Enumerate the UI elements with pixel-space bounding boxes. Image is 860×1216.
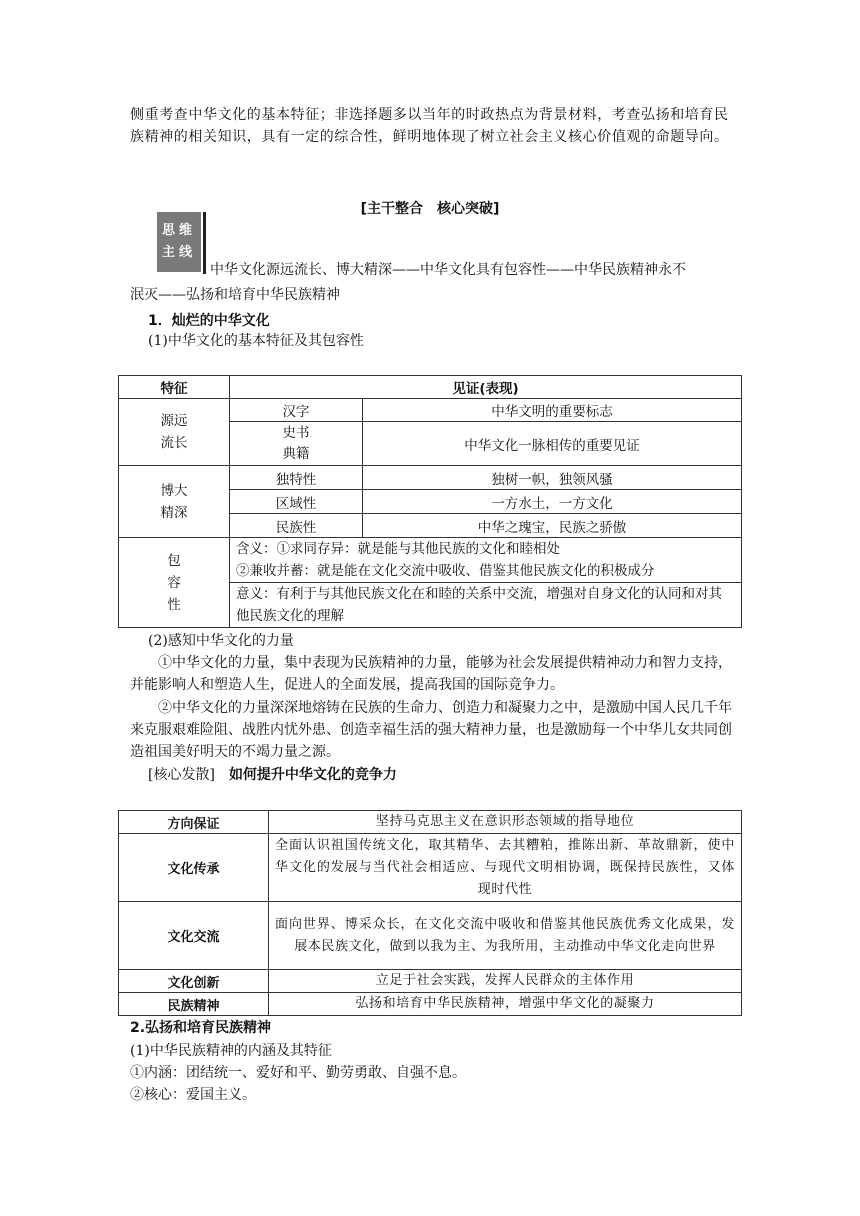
table-cell: 独树一帜，独领风骚 — [363, 466, 742, 490]
power-paragraph-2: ②中华文化的力量深深地熔铸在民族的生命力、创造力和凝聚力之中，是激励中国人民几千年来克服艰难险阻、战胜内忧外患、创造幸福生活的强大精神力量，也是激励每一个中华儿女共同创造祖国美好明天的不竭力量之源。 — [130, 700, 732, 760]
core-heading — [148, 764, 397, 786]
table-cell: 汉字 — [230, 399, 363, 422]
badge-line2: 主线 — [161, 245, 196, 260]
table-cell: 一方水土，一方文化 — [363, 490, 742, 514]
main-line-second: 泯灭——弘扬和培育中华民族精神 — [130, 287, 340, 303]
table-cell: 面向世界、博采众长，在文化交流中吸收和借鉴其他民族优秀文化成果，发展本民族文化，做到以我为主、为我所用，主动推动中华文化走向世界 — [269, 902, 742, 970]
core-label: [核心发散] — [148, 767, 229, 783]
heading-2: 2.弘扬和培育民族精神 — [130, 1020, 272, 1036]
meaning-line1: 含义：①求同存异：就是能与其他民族的文化和睦相处 — [236, 541, 560, 557]
table-label: 文化传承 — [119, 834, 269, 902]
table-label: 民族精神 — [119, 993, 269, 1016]
feature-yuanyuan: 源远 流长 — [119, 399, 230, 466]
feature-boda: 博大 精深 — [119, 466, 230, 538]
baorong-meaning — [230, 538, 742, 583]
intro-paragraph: 侧重考查中华文化的基本特征；非选择题多以当年的时政热点为背景材料，考查弘扬和培育民族精神的相关知识，具有一定的综合性，鲜明地体现了树立社会主义核心价值观的命题导向。 — [130, 107, 729, 145]
evidence-header: 见证(表现) — [230, 376, 742, 399]
section-title: [主干整合 核心突破] — [360, 201, 500, 217]
main-line-first: 中华文化源远流长、博大精深——中华文化具有包容性——中华民族精神永不 — [210, 262, 686, 278]
subheading-1: (1)中华文化的基本特征及其包容性 — [148, 333, 364, 349]
power-paragraph-1: ①中华文化的力量，集中表现为民族精神的力量，能够为社会发展提供精神动力和智力支持，并能影响人和塑造人生，促进人的全面发展，提高我国的国际竞争力。 — [130, 655, 732, 693]
table-cell: 民族性 — [230, 514, 363, 538]
feature-header: 特征 — [119, 376, 230, 399]
baorong-significance: 意义：有利于与其他民族文化在和睦的关系中交流，增强对自身文化的认同和对其他民族文化的理解 — [230, 583, 742, 628]
features-table — [118, 375, 742, 628]
table-label: 方向保证 — [119, 811, 269, 834]
subheading-2: (2)感知中华文化的力量 — [148, 633, 294, 649]
table-label: 文化创新 — [119, 970, 269, 993]
main-line-text — [130, 258, 742, 308]
table-cell: 区域性 — [230, 490, 363, 514]
meaning-line2: ②兼收并蓄：就是能在文化交流中吸收、借鉴其他民族文化的积极成分 — [236, 563, 655, 579]
feature-baorong: 包 容 性 — [119, 538, 230, 628]
table-label: 文化交流 — [119, 902, 269, 970]
table-cell: 立足于社会实践，发挥人民群众的主体作用 — [269, 970, 742, 993]
table-cell: 中华文明的重要标志 — [363, 399, 742, 422]
core-title: 如何提升中华文化的竞争力 — [228, 767, 397, 783]
table-cell: 坚持马克思主义在意识形态领域的指导地位 — [269, 811, 742, 834]
table-cell: 史书 典籍 — [230, 422, 363, 466]
table-cell: 中华文化一脉相传的重要见证 — [363, 422, 742, 466]
core-text: ②核心：爱国主义。 — [130, 1087, 256, 1103]
table-cell: 弘扬和培育中华民族精神，增强中华文化的凝聚力 — [269, 993, 742, 1016]
connotation-text: ①内涵：团结统一、爱好和平、勤劳勇敢、自强不息。 — [130, 1065, 466, 1081]
table-cell: 中华之瑰宝，民族之骄傲 — [363, 514, 742, 538]
table-cell: 独特性 — [230, 466, 363, 490]
competitiveness-table — [118, 810, 742, 1016]
subheading-3: (1)中华民族精神的内涵及其特征 — [130, 1043, 332, 1059]
table-cell: 全面认识祖国传统文化，取其精华、去其糟粕，推陈出新、革故鼎新，使中华文化的发展与当代社会相适应、与现代文明相协调，既保持民族性，又体现时代性 — [269, 834, 742, 902]
heading-1: 1．灿烂的中华文化 — [148, 313, 270, 329]
badge-line1: 思维 — [161, 223, 196, 238]
